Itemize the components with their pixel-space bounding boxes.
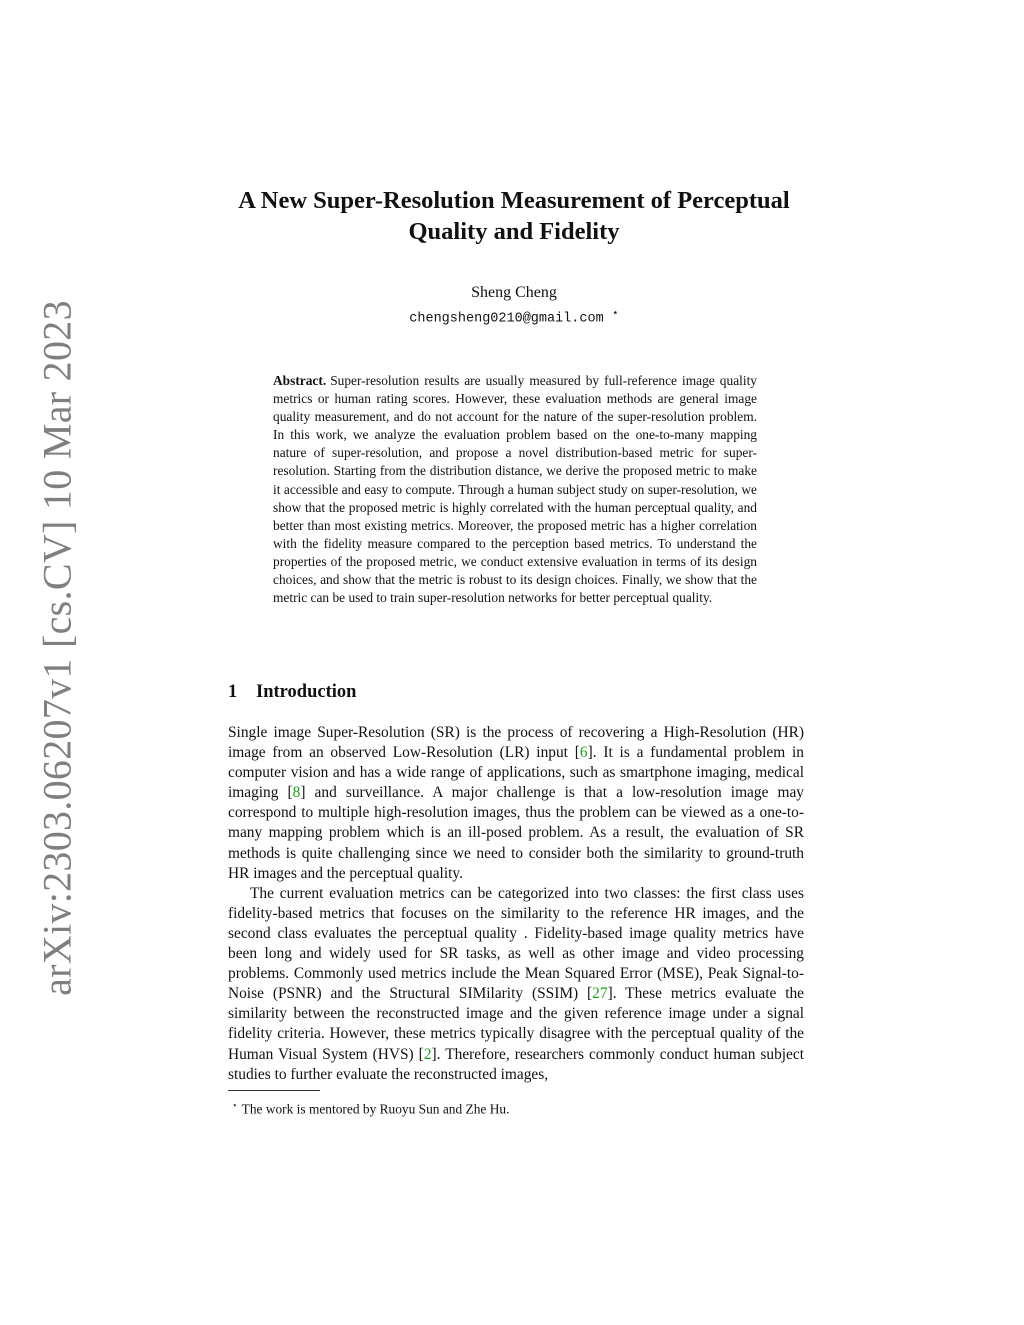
paragraph	[228, 884, 804, 1085]
footnote-text: The work is mentored by Ruoyu Sun and Zhe Hu.	[241, 1101, 510, 1117]
paragraph	[228, 723, 804, 884]
author-email[interactable]: chengsheng0210@gmail.com	[409, 311, 604, 327]
arxiv-identifier: arXiv:2303.06207v1 [cs.CV] 10 Mar 2023	[34, 300, 80, 996]
citation-link[interactable]: 2	[423, 1045, 432, 1063]
citation-link[interactable]: 6	[579, 744, 588, 762]
paragraph-text: The current evaluation metrics can be categorized into two classes: the first class uses fidelity-based metrics that focuses on the similarity to the reference HR images, and the second class evaluates the perceptual quality . Fidelity-based image quality metrics have been long and widely used for SR tasks, as well as other image and video processing problems. Commonly used metrics include the Mean Squared Error (MSE), Peak Signal-to-Noise (PSNR) and the Structural SIMilarity (SSIM) [	[228, 884, 804, 1003]
footnote-divider	[228, 1090, 320, 1091]
section-heading	[228, 680, 356, 704]
section-title: Introduction	[256, 682, 357, 702]
author-name: Sheng Cheng	[471, 284, 557, 301]
author-email-line	[214, 304, 814, 329]
abstract	[273, 372, 757, 607]
footnote	[232, 1096, 509, 1118]
paragraph-text: ]. Therefore, researchers commonly conduct human subject studies to further evaluate the reconstructed images,	[228, 1045, 804, 1083]
paper-title: A New Super-Resolution Measurement of Perceptual Quality and Fidelity	[238, 187, 790, 245]
paragraph-text: ]. It is a fundamental problem in computer vision and has a wide range of applications, such as smartphone imaging, medical imaging [	[228, 744, 804, 802]
introduction-body	[228, 723, 804, 1085]
paragraph-text: ]. These metrics evaluate the similarity between the reconstructed image and the given reference image under a signal fidelity criteria. However, these metrics typically disagree with the perceptual quality of the Human Visual System (HVS) [	[228, 985, 805, 1063]
abstract-text: Super-resolution results are usually measured by full-reference image quality metrics or human rating scores. However, these evaluation methods are general image quality measurement, and do not account for the nature of the super-resolution problem. In this work, we analyze the evaluation problem based on the one-to-many mapping nature of super-resolution, and propose a novel distribution-based metric for super-resolution. Starting from the distribution distance, we derive the proposed metric to make it accessible and easy to compute. Through a human subject study on super-resolution, we show that the proposed metric is highly correlated with the human perceptual quality, and better than most existing metrics. Moreover, the proposed metric has a higher correlation with the fidelity measure compared to the perception based metrics. To understand the properties of the proposed metric, we conduct extensive evaluation in terms of its design choices, and show that the metric is robust to its design choices. Finally, we show that the metric can be used to train super-resolution networks for better perceptual quality.	[273, 373, 757, 606]
author-footnote-mark: ⋆	[611, 307, 619, 319]
citation-link[interactable]: 27	[592, 985, 608, 1003]
citation-link[interactable]: 8	[292, 784, 301, 802]
section-number: 1	[228, 682, 238, 702]
paragraph-text: Single image Super-Resolution (SR) is the process of recovering a High-Resolution (HR) image from an observed Low-Resolution (LR) input [	[228, 724, 804, 762]
footnote-mark: ⋆	[232, 1100, 238, 1110]
paragraph-text: ] and surveillance. A major challenge is that a low-resolution image may correspond to multiple high-resolution images, thus the problem can be viewed as a one-to-many mapping problem which is an ill-posed problem. As a result, the evaluation of SR methods is quite challenging since we need to consider both the similarity to ground-truth HR images and the perceptual quality.	[228, 784, 804, 882]
abstract-label: Abstract.	[273, 373, 327, 388]
